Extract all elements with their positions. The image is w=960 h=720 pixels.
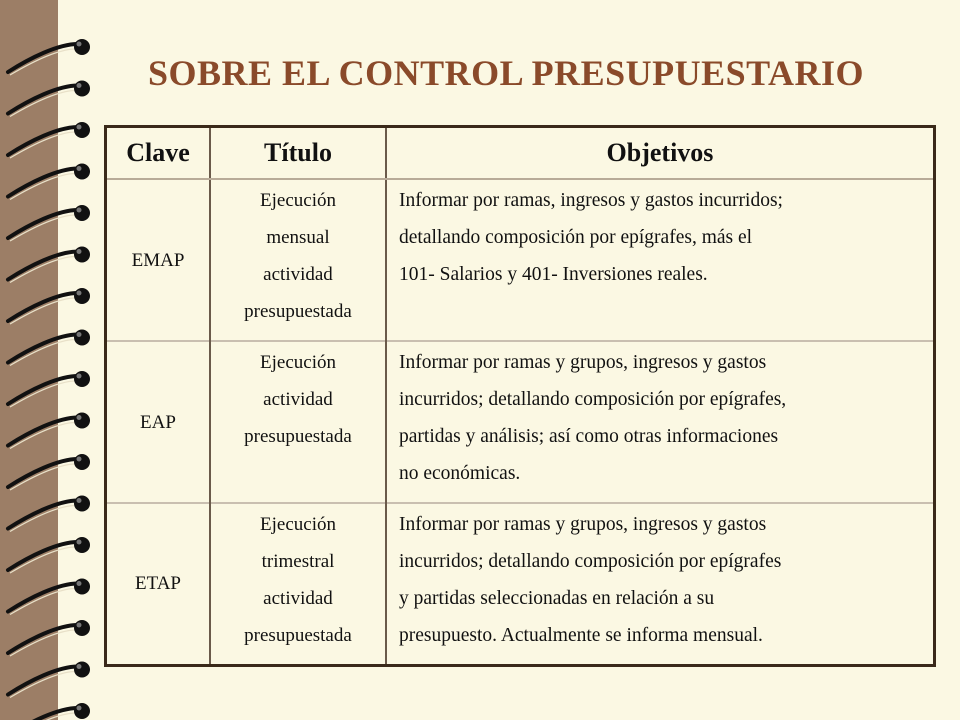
spiral-ring-icon	[8, 81, 90, 117]
spiral-ring-icon	[8, 703, 90, 720]
spiral-ring-icon	[8, 496, 90, 532]
cell-clave: EAP	[106, 341, 211, 503]
cell-clave: EMAP	[106, 179, 211, 341]
titulo-line: presupuestada	[244, 301, 352, 322]
spiral-ring-icon	[8, 122, 90, 158]
spiral-ring-icon	[8, 413, 90, 449]
cell-clave: ETAP	[106, 503, 211, 665]
objetivo-line: partidas y análisis; así como otras informaciones	[399, 426, 779, 447]
spiral-ring-icon	[8, 620, 90, 656]
cell-titulo	[210, 341, 386, 503]
spiral-ring-icon	[8, 288, 90, 324]
titulo-line: mensual	[266, 227, 330, 248]
titulo-line: Ejecución	[260, 190, 336, 211]
objetivo-line: no económicas.	[399, 463, 521, 484]
cell-objetivos	[386, 503, 935, 665]
titulo-line: Ejecución	[260, 352, 336, 373]
header-clave: Clave	[106, 127, 211, 180]
header-titulo: Título	[210, 127, 386, 180]
objetivo-line: Informar por ramas y grupos, ingresos y gastos	[399, 514, 767, 535]
objetivo-line: incurridos; detallando composición por epígrafes,	[399, 389, 787, 410]
spiral-ring-icon	[8, 247, 90, 283]
table-row	[106, 341, 935, 503]
objetivo-line: Informar por ramas, ingresos y gastos incurridos;	[399, 190, 783, 211]
objetivo-line: detallando composición por epígrafes, más el	[399, 227, 753, 248]
titulo-line: actividad	[263, 588, 333, 609]
table-row	[106, 503, 935, 665]
titulo-line: presupuestada	[244, 625, 352, 646]
objetivo-line: presupuesto. Actualmente se informa mensual.	[399, 625, 763, 646]
titulo-line: actividad	[263, 389, 333, 410]
titulo-line: trimestral	[261, 551, 335, 572]
spiral-ring-icon	[8, 662, 90, 698]
titulo-line: Ejecución	[260, 514, 336, 535]
spiral-ring-icon	[8, 454, 90, 490]
spiral-ring-icon	[8, 579, 90, 615]
cell-titulo	[210, 503, 386, 665]
cell-objetivos	[386, 341, 935, 503]
objetivo-line: y partidas seleccionadas en relación a su	[399, 588, 715, 609]
spiral-ring-icon	[8, 330, 90, 366]
cell-objetivos	[386, 179, 935, 341]
table-row	[106, 179, 935, 341]
budget-table	[104, 125, 936, 667]
page-title: SOBRE EL CONTROL PRESUPUESTARIO	[148, 53, 865, 93]
spiral-ring-icon	[8, 371, 90, 407]
spiral-ring-icon	[8, 537, 90, 573]
spiral-ring-icon	[8, 205, 90, 241]
cell-titulo	[210, 179, 386, 341]
objetivo-line: 101- Salarios y 401- Inversiones reales.	[399, 264, 708, 285]
table-header-row	[106, 127, 935, 180]
spiral-binding-icon	[0, 0, 115, 720]
objetivo-line: Informar por ramas y grupos, ingresos y gastos	[399, 352, 767, 373]
header-objetivos: Objetivos	[386, 127, 935, 180]
objetivo-line: incurridos; detallando composición por epígrafes	[399, 551, 782, 572]
spiral-ring-icon	[8, 164, 90, 200]
titulo-line: presupuestada	[244, 426, 352, 447]
titulo-line: actividad	[263, 264, 333, 285]
spiral-ring-icon	[8, 39, 90, 75]
